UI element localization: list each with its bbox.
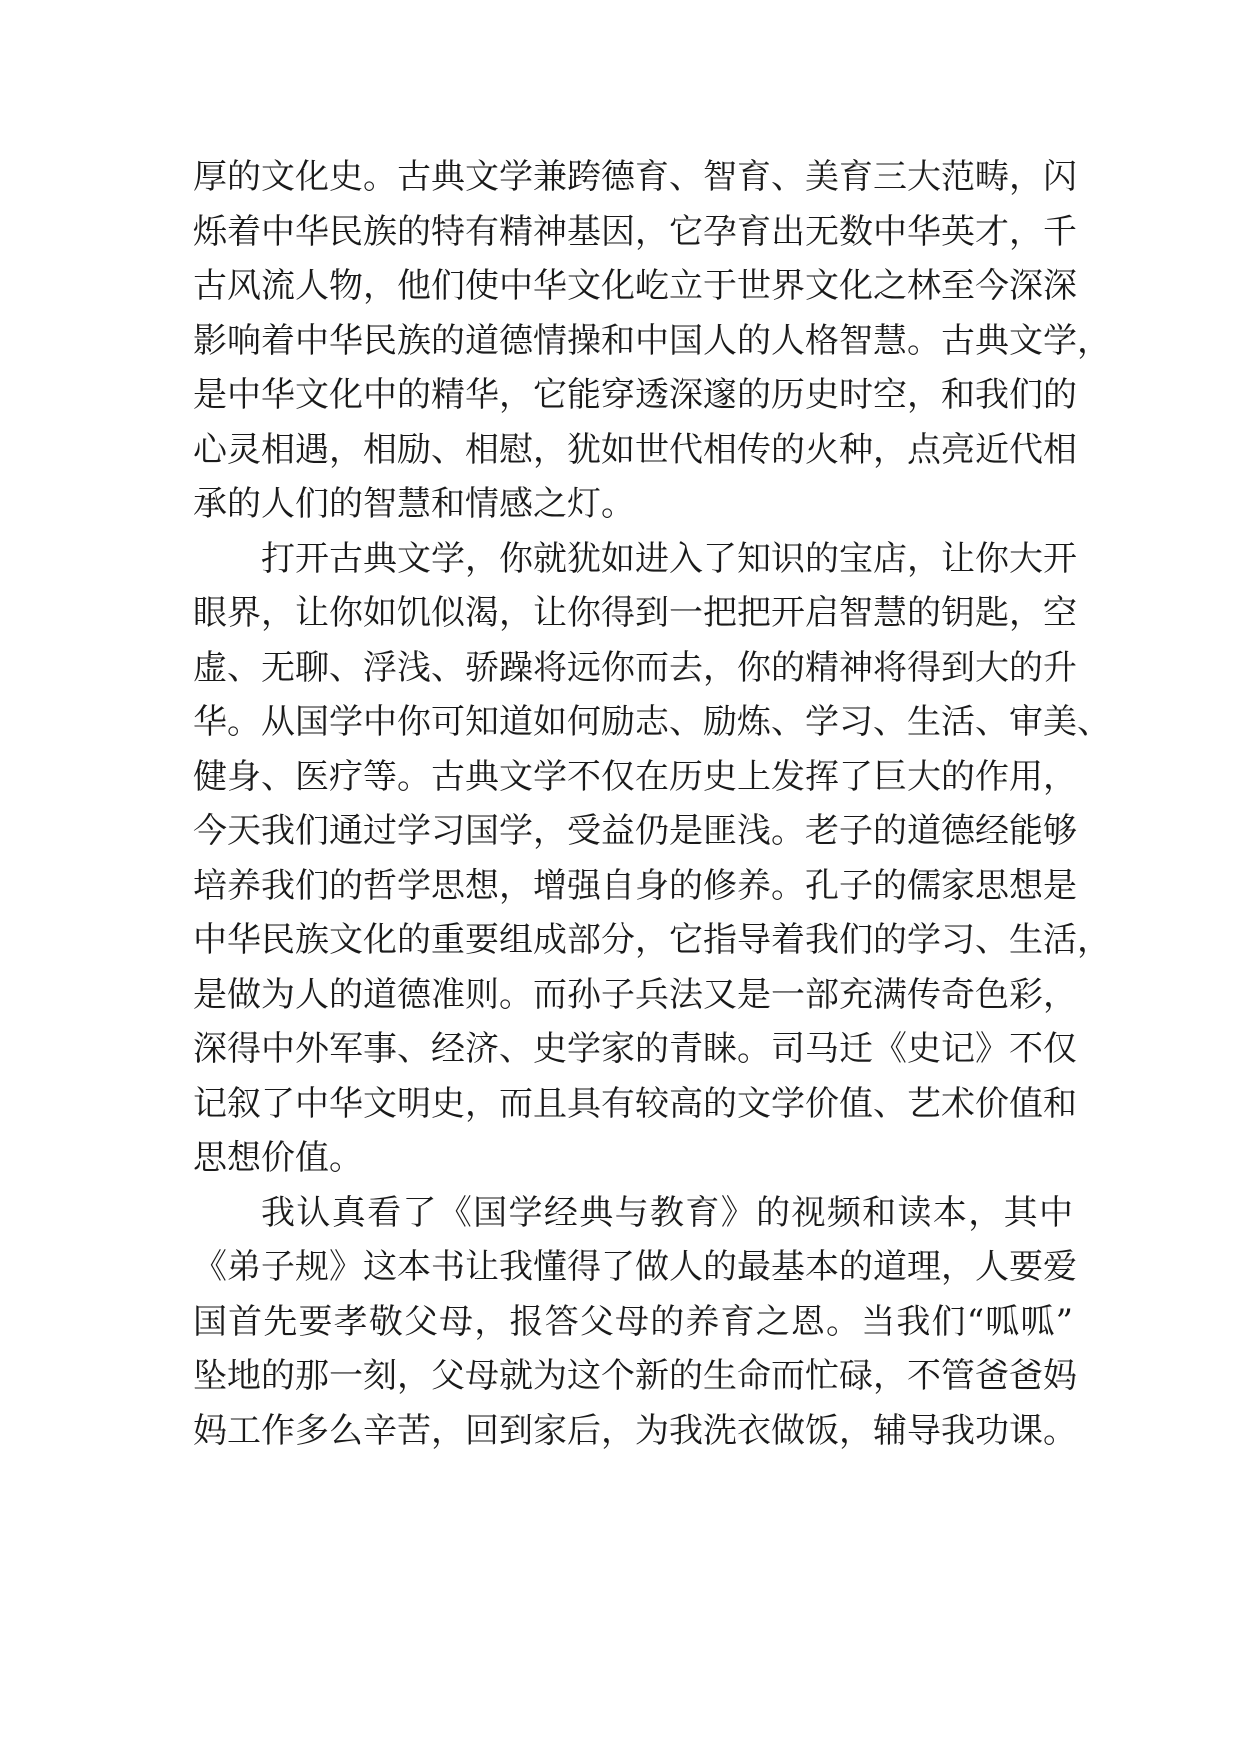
text-line: 今天我们通过学习国学，受益仍是匪浅。老子的道德经能够 (193, 811, 1077, 851)
text-line: 华。从国学中你可知道如何励志、励炼、学习、生活、审美、 (193, 702, 1111, 742)
text-line: 是中华文化中的精华，它能穿透深邃的历史时空，和我们的 (193, 375, 1077, 415)
text-line: 培养我们的哲学思想，增强自身的修养。孔子的儒家思想是 (193, 865, 1077, 906)
text-line: 记叙了中华文明史，而且具有较高的文学价值、艺术价值和 (193, 1083, 1077, 1124)
text-line: 影响着中华民族的道德情操和中国人的人格智慧。古典文学， (193, 320, 1111, 361)
text-line: 《弟子规》这本书让我懂得了做人的最基本的道理，人要爱 (193, 1247, 1077, 1287)
text-line: 承的人们的智慧和情感之灯。 (193, 484, 635, 524)
text-line: 健身、医疗等。古典文学不仅在历史上发挥了巨大的作用， (193, 756, 1077, 797)
text-line: 我认真看了《国学经典与教育》的视频和读本，其中 (261, 1192, 1073, 1233)
text-line: 深得中外军事、经济、史学家的青睐。司马迁《史记》不仅 (193, 1029, 1077, 1069)
text-line: 厚的文化史。古典文学兼跨德育、智育、美育三大范畴，闪 (193, 157, 1077, 197)
text-line: 古风流人物，他们使中华文化屹立于世界文化之林至今深深 (193, 266, 1077, 306)
text-line: 虚、无聊、浮浅、骄躁将远你而去，你的精神将得到大的升 (193, 647, 1077, 688)
text-line: 国首先要孝敬父母，报答父母的养育之恩。当我们“呱呱” (193, 1301, 1073, 1342)
text-line: 心灵相遇，相励、相慰，犹如世代相传的火种，点亮近代相 (193, 429, 1077, 470)
text-line: 妈工作多么辛苦，回到家后，为我洗衣做饭，辅导我功课。 (193, 1410, 1077, 1451)
text-line: 是做为人的道德准则。而孙子兵法又是一部充满传奇色彩， (193, 974, 1077, 1015)
paragraph (193, 1186, 1077, 1459)
text-line: 坠地的那一刻，父母就为这个新的生命而忙碌，不管爸爸妈 (193, 1356, 1077, 1396)
text-line: 中华民族文化的重要组成部分，它指导着我们的学习、生活， (193, 920, 1111, 960)
paragraph (193, 150, 1111, 532)
body-text (193, 150, 1111, 1458)
text-line: 烁着中华民族的特有精神基因，它孕育出无数中华英才，千 (193, 211, 1077, 252)
paragraph (193, 532, 1111, 1186)
text-line: 思想价值。 (193, 1138, 363, 1178)
text-line: 打开古典文学，你就犹如进入了知识的宝店，让你大开 (261, 538, 1077, 579)
text-line: 眼界，让你如饥似渴，让你得到一把把开启智慧的钥匙，空 (193, 593, 1077, 633)
